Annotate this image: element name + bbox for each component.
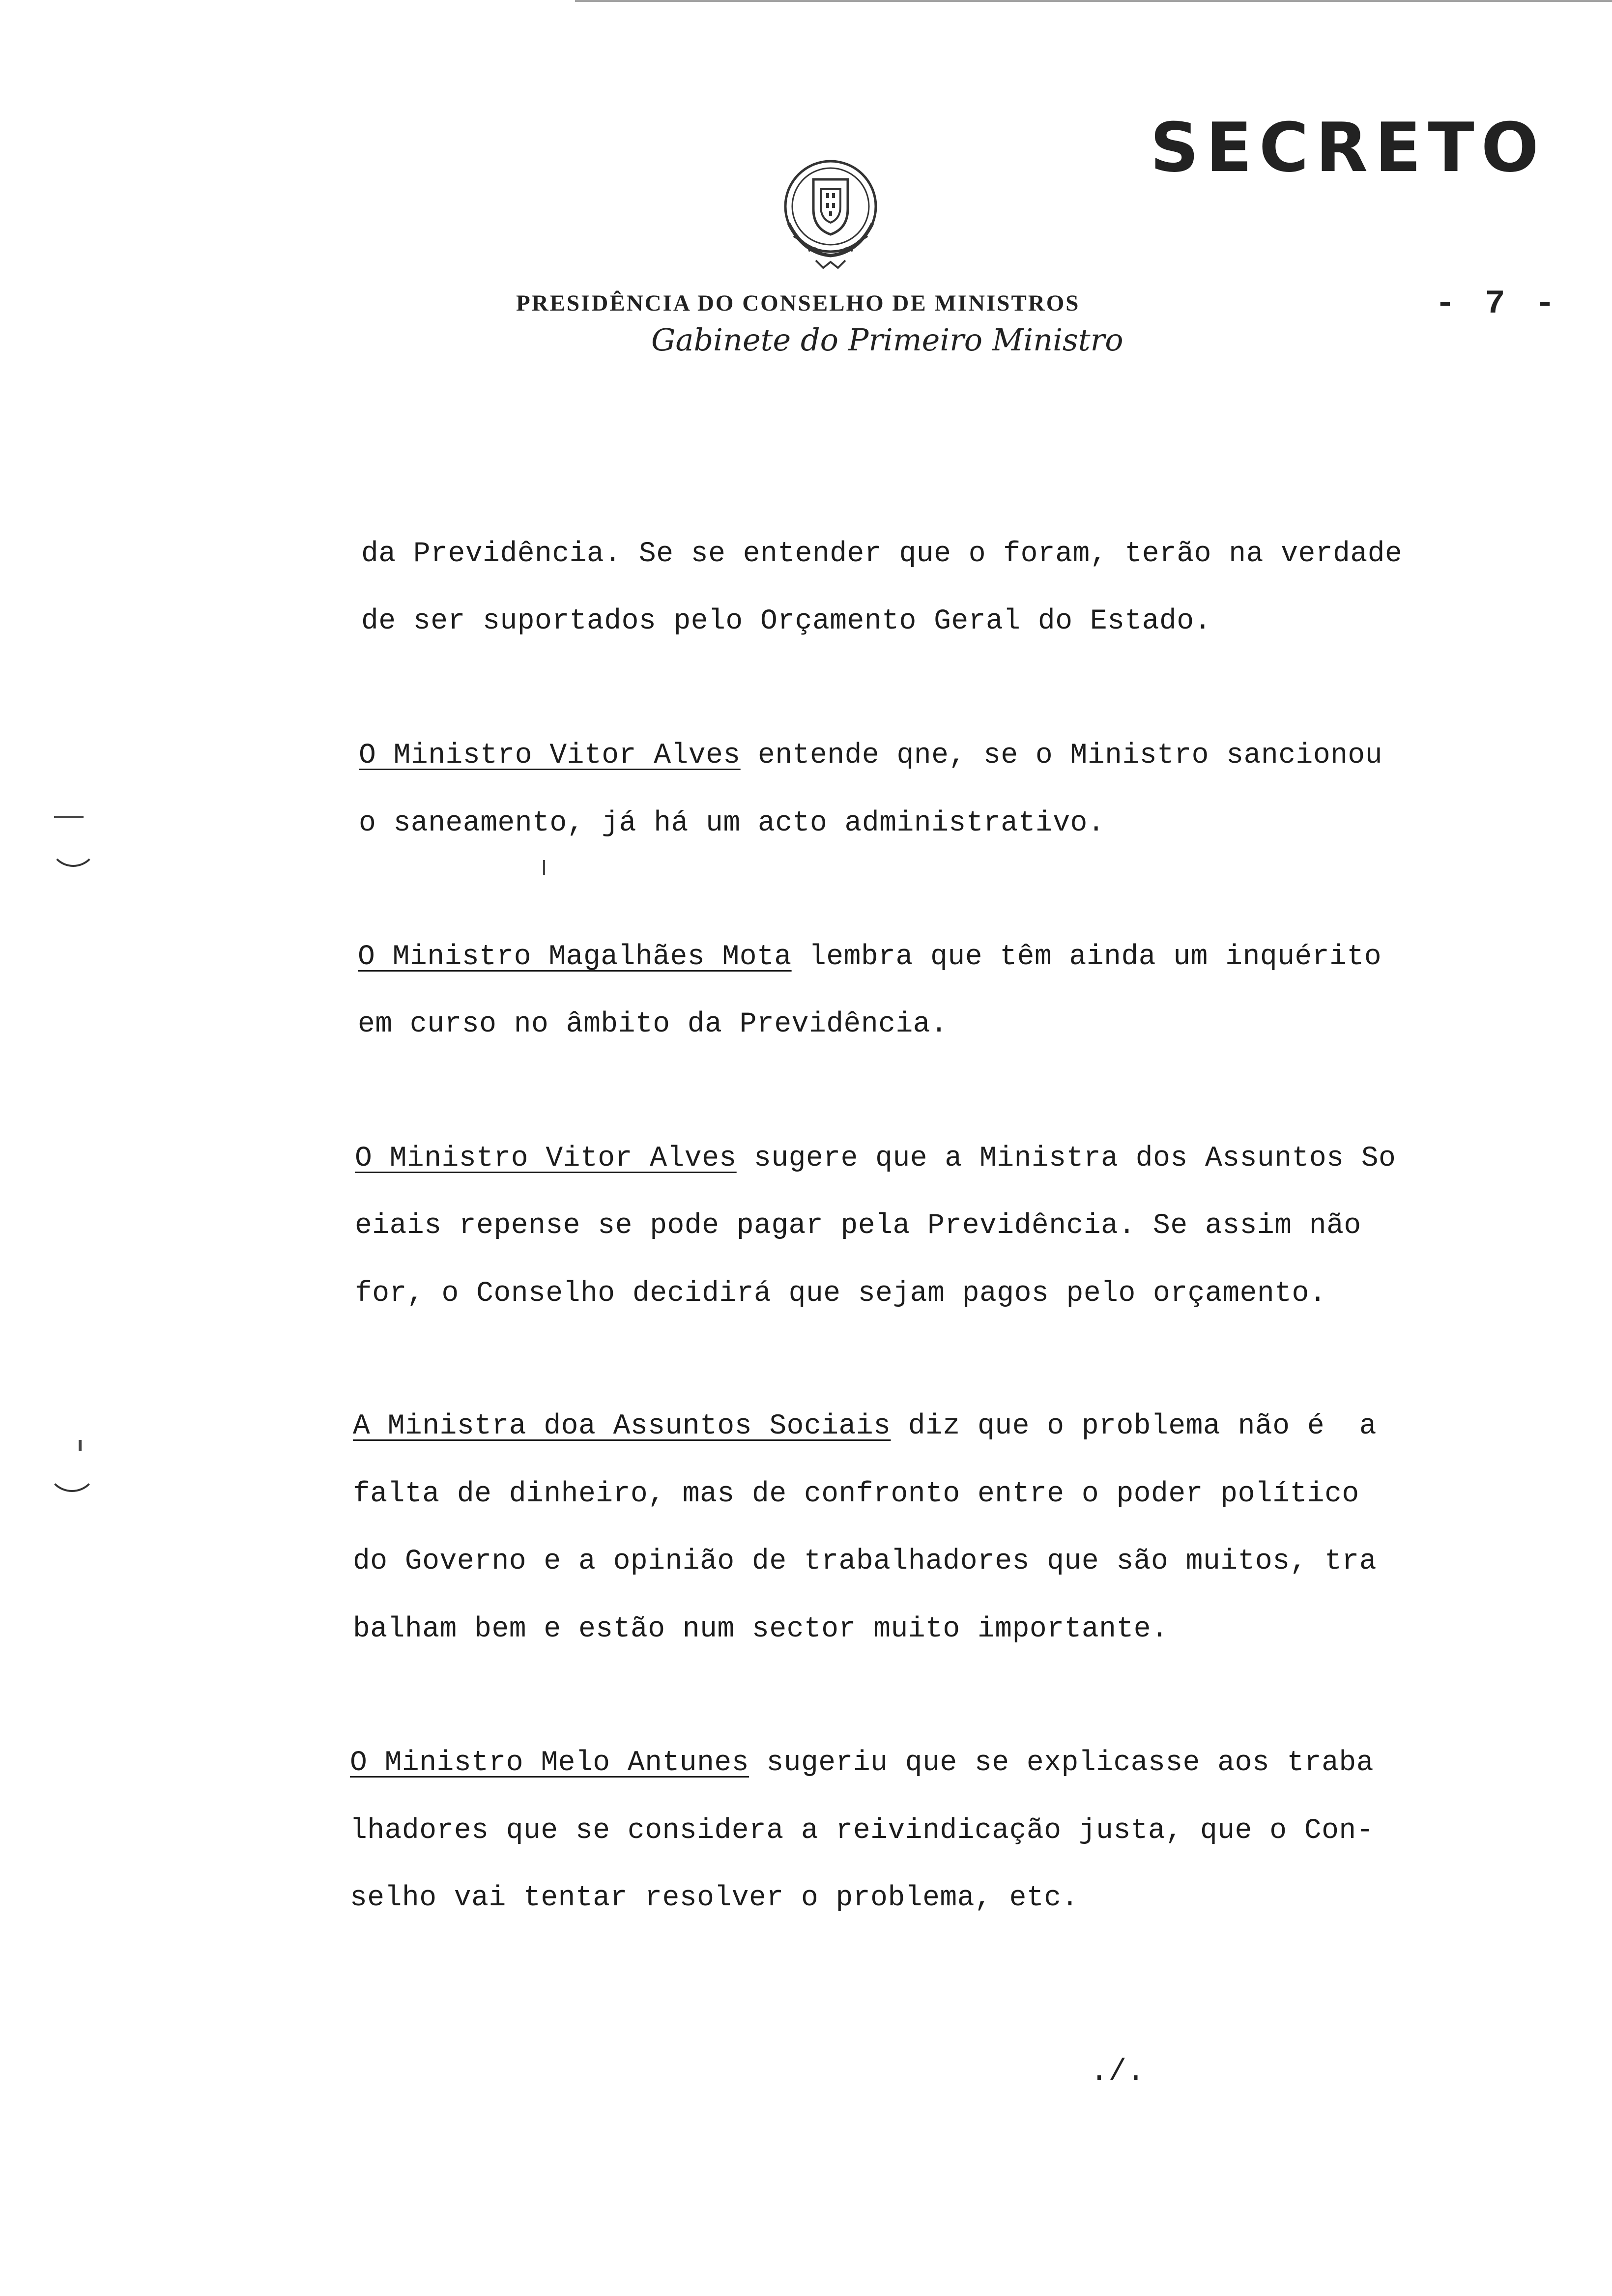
body-line: balham bem e estão num sector muito importante. [353, 1613, 1169, 1645]
paragraph-first-line [353, 1410, 1377, 1442]
line-text: sugeriu que se explicasse aos traba [749, 1747, 1374, 1779]
body-line: em curso no âmbito da Previdência. [358, 1008, 948, 1040]
paragraph-first-line [355, 1143, 1396, 1175]
body-line: lhadores que se considera a reivindicação justa, que o Con- [350, 1815, 1374, 1847]
scan-mark [54, 816, 84, 818]
page-edge-line [575, 0, 1612, 2]
line-text: sugere que a Ministra dos Assuntos So [736, 1143, 1396, 1175]
body-line: eiais repense se pode pagar pela Previdência. Se assim não [355, 1210, 1361, 1242]
paragraph-first-line [358, 941, 1382, 973]
speaker-name: O Ministro Vitor Alves [355, 1143, 737, 1175]
body-line: falta de dinheiro, mas de confronto entre o poder político [353, 1478, 1359, 1510]
line-text: lembra que têm ainda um inquérito [791, 941, 1382, 973]
scan-mark [543, 860, 545, 875]
paragraph-first-line [359, 740, 1382, 772]
cabinet-signature: Gabinete do Primeiro Ministro [651, 322, 1123, 358]
punch-hole-mark [49, 835, 97, 867]
line-text: entende qne, se o Ministro sancionou [740, 740, 1383, 772]
body-line: o saneamento, já há um acto administrativo. [359, 807, 1105, 839]
body-line: selho vai tentar resolver o problema, etc. [350, 1882, 1079, 1914]
line-text: diz que o problema não é a [891, 1410, 1377, 1442]
speaker-name: A Ministra doa Assuntos Sociais [353, 1410, 891, 1442]
office-heading: PRESIDÊNCIA DO CONSELHO DE MINISTROS [516, 290, 1080, 316]
continuation-mark: ./. [1090, 2054, 1145, 2089]
classification-stamp: SECRETO [1150, 108, 1546, 187]
paragraph-first-line [350, 1747, 1374, 1779]
scan-mark [79, 1440, 82, 1451]
punch-hole-mark [47, 1460, 97, 1492]
speaker-name: O Ministro Magalhães Mota [358, 941, 792, 973]
body-line: da Previdência. Se se entender que o foram, terão na verdade [361, 538, 1403, 570]
speaker-name: O Ministro Vitor Alves [359, 740, 741, 772]
body-line: do Governo e a opinião de trabalhadores que são muitos, tra [353, 1546, 1377, 1578]
body-line: de ser suportados pelo Orçamento Geral do Estado. [361, 605, 1211, 637]
page-number: - 7 - [1435, 285, 1560, 323]
body-line: for, o Conselho decidirá que sejam pagos pelo orçamento. [355, 1278, 1327, 1310]
speaker-name: O Ministro Melo Antunes [350, 1747, 749, 1779]
portuguese-coat-of-arms-icon [774, 150, 887, 273]
